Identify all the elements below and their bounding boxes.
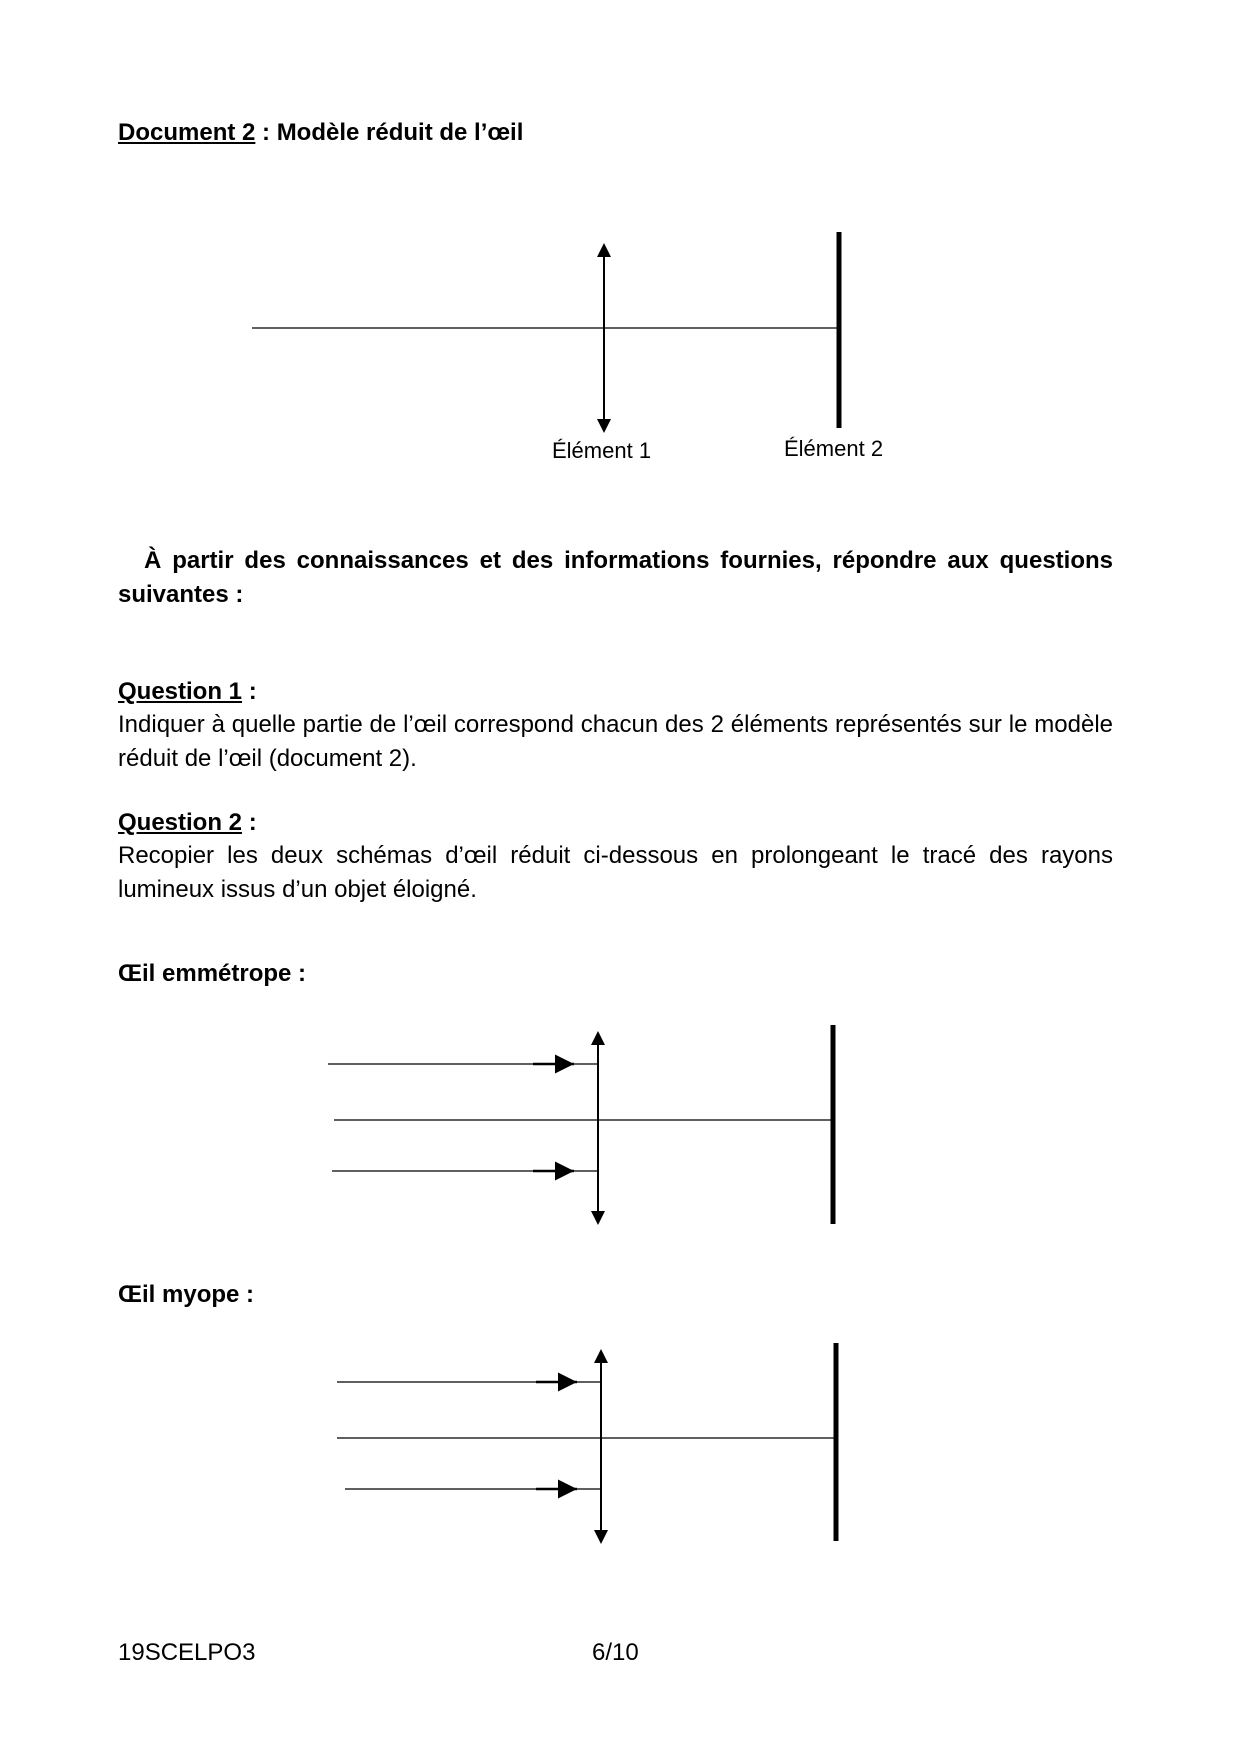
emmetrope-title: Œil emmétrope : <box>118 960 307 987</box>
question-1-label: Question 1 <box>118 678 243 705</box>
element1-label: Élément 1 <box>552 438 652 463</box>
question-2-text: Recopier les deux schémas d’œil réduit ci-dessous en prolongeant le tracé des rayons lumineux issus d’un objet éloigné. <box>118 842 1113 903</box>
question-1-heading: Question 1 : <box>118 678 257 705</box>
myope-title: Œil myope : <box>118 1281 255 1308</box>
document-heading-sep: : <box>255 119 277 146</box>
instruction-text: À partir des connaissances et des informations fournies, répondre aux questions suivantes : <box>118 547 1113 608</box>
question-1-text: Indiquer à quelle partie de l’œil correspond chacun des 2 éléments représentés sur le modèle réduit de l’œil (document 2). <box>118 711 1113 772</box>
document-title: Modèle réduit de l’œil <box>276 119 524 146</box>
footer-code: 19SCELPO3 <box>118 1639 256 1666</box>
element2-label: Élément 2 <box>784 436 884 461</box>
document-label: Document 2 <box>118 119 256 146</box>
footer-page-number: 6/10 <box>592 1639 639 1666</box>
question-2-label: Question 2 <box>118 809 243 836</box>
question-2-heading: Question 2 : <box>118 809 257 836</box>
